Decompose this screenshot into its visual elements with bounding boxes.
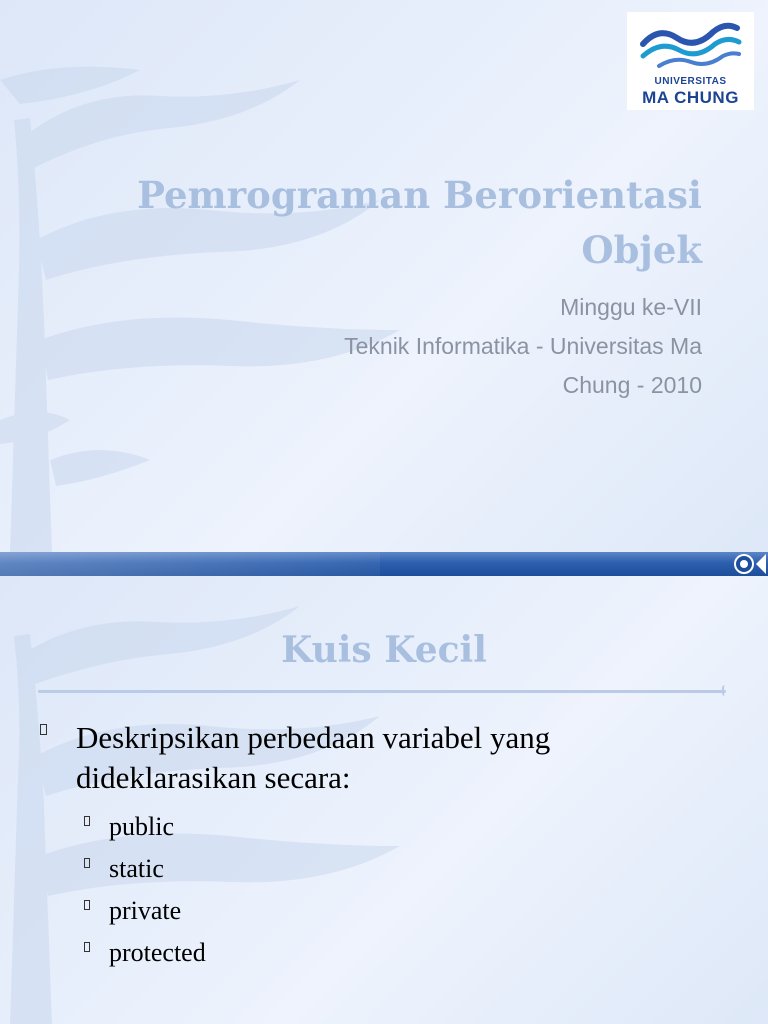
sub-bullet-text: public bbox=[109, 812, 174, 841]
bullet-glyph-icon bbox=[84, 900, 90, 910]
sub-bullet-item bbox=[40, 806, 720, 848]
bullet-glyph-icon bbox=[40, 724, 47, 735]
sub-bullet-text: private bbox=[109, 896, 182, 925]
bullet-glyph-icon bbox=[84, 858, 90, 868]
subtitle-line: Teknik Informatika - Universitas Ma bbox=[344, 333, 702, 359]
presentation-subtitle bbox=[200, 288, 702, 405]
bullet-glyph-icon bbox=[84, 942, 90, 952]
presentation-title: Pemrograman Berorientasi Objek bbox=[137, 173, 702, 272]
sub-bullet-item bbox=[40, 932, 720, 974]
sub-bullet-list bbox=[40, 806, 720, 974]
sub-bullet-item bbox=[40, 848, 720, 890]
subtitle-line: Minggu ke-VII bbox=[560, 294, 702, 320]
sub-bullet-text: protected bbox=[109, 938, 206, 967]
subtitle-line: Chung - 2010 bbox=[562, 372, 702, 398]
bullet-item bbox=[40, 718, 720, 798]
sub-bullet-text: static bbox=[109, 854, 164, 883]
slide-title: Kuis Kecil bbox=[281, 629, 487, 671]
bullet-list bbox=[40, 718, 720, 974]
title-underline bbox=[38, 690, 726, 693]
logo-universitas-text: UNIVERSITAS bbox=[654, 76, 727, 87]
logo-name-text: MA CHUNG bbox=[642, 88, 739, 107]
divider-sheen bbox=[0, 552, 380, 576]
slide-divider bbox=[0, 552, 768, 576]
university-logo bbox=[627, 12, 754, 110]
wave-logo-icon bbox=[639, 18, 742, 74]
divider-arrow-icon bbox=[724, 552, 768, 576]
bullet-text: Deskripsikan perbedaan variabel yang dideklarasikan secara: bbox=[76, 720, 551, 795]
underline-end-cap bbox=[722, 685, 730, 696]
bullet-glyph-icon bbox=[84, 816, 90, 826]
sub-bullet-item bbox=[40, 890, 720, 932]
